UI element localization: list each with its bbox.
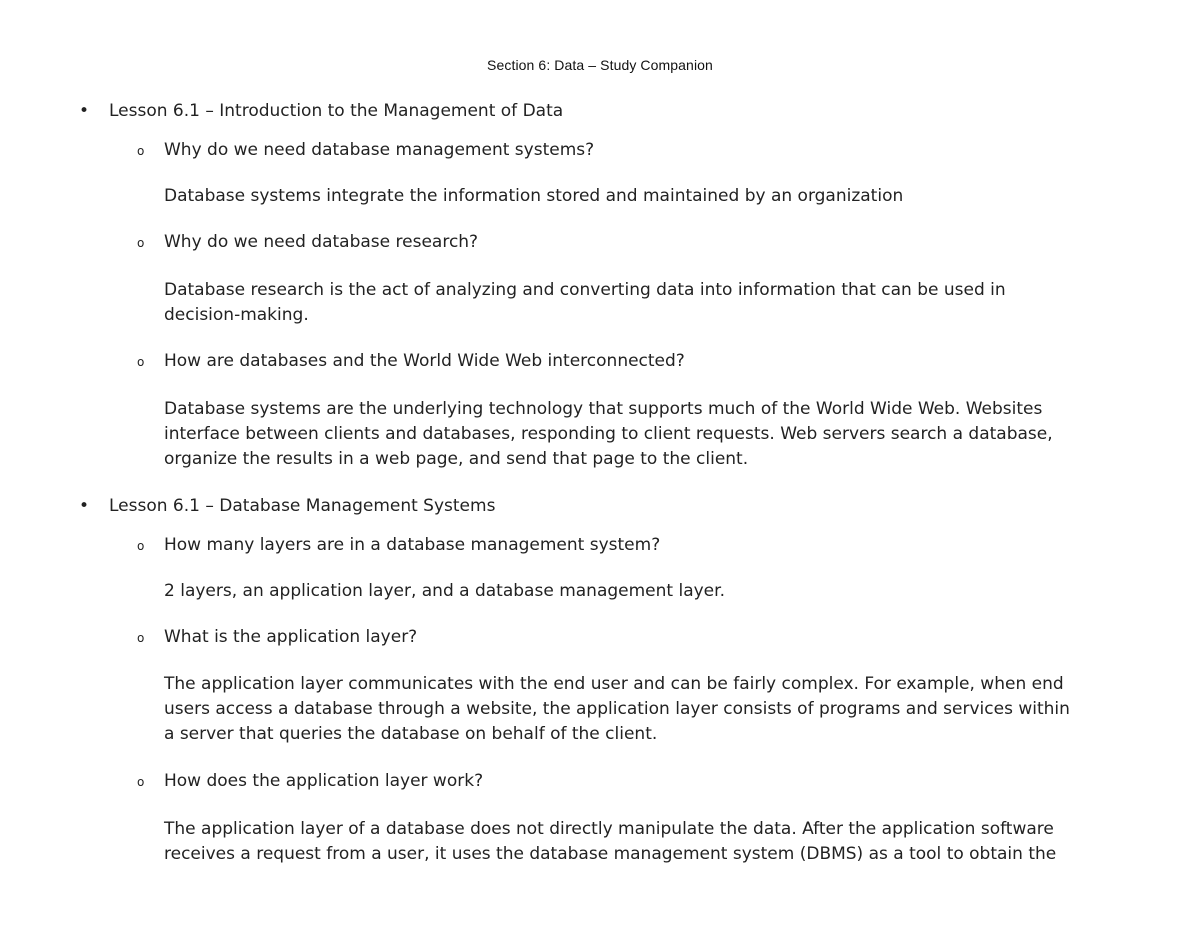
question-item — [137, 769, 483, 795]
question-item — [137, 625, 417, 651]
answer-text — [164, 184, 1154, 209]
question-item — [137, 533, 660, 559]
answer-line: interface between clients and databases, responding to client requests. Web servers search a database, — [164, 424, 1053, 444]
answer-line: Database systems are the underlying technology that supports much of the World Wide Web. Websites — [164, 399, 1043, 419]
answer-text — [164, 397, 1154, 472]
circle-bullet-icon: o — [137, 144, 145, 158]
answer-line: 2 layers, an application layer, and a database management layer. — [164, 581, 725, 601]
answer-line: The application layer of a database does not directly manipulate the data. After the application software — [164, 819, 1054, 839]
answer-line: users access a database through a website, the application layer consists of programs and services within — [164, 699, 1070, 719]
lesson-title: Lesson 6.1 – Database Management Systems — [109, 496, 496, 516]
circle-bullet-icon: o — [137, 236, 145, 250]
question-text: What is the application layer? — [164, 627, 418, 647]
question-item — [137, 349, 685, 375]
question-item — [137, 230, 478, 256]
circle-bullet-icon: o — [137, 631, 145, 645]
lesson-heading — [79, 99, 563, 124]
question-text: Why do we need database research? — [164, 232, 479, 252]
lesson-heading — [79, 494, 495, 519]
question-text: How are databases and the World Wide Web interconnected? — [164, 351, 685, 371]
lesson-title: Lesson 6.1 – Introduction to the Management of Data — [109, 101, 564, 121]
circle-bullet-icon: o — [137, 355, 145, 369]
answer-line: Database research is the act of analyzing and converting data into information that can be used in — [164, 280, 1006, 300]
answer-text — [164, 278, 1154, 328]
answer-line: The application layer communicates with the end user and can be fairly complex. For example, when end — [164, 674, 1064, 694]
answer-line: Database systems integrate the information stored and maintained by an organization — [164, 186, 904, 206]
page-header-title: Section 6: Data – Study Companion — [487, 57, 713, 73]
disc-bullet-icon: • — [79, 101, 90, 121]
question-text: Why do we need database management systems? — [164, 140, 595, 160]
answer-text — [164, 579, 1154, 604]
circle-bullet-icon: o — [137, 775, 145, 789]
circle-bullet-icon: o — [137, 539, 145, 553]
question-text: How does the application layer work? — [164, 771, 484, 791]
answer-text — [164, 672, 1154, 747]
answer-line: organize the results in a web page, and send that page to the client. — [164, 449, 749, 469]
answer-line: decision-making. — [164, 305, 309, 325]
disc-bullet-icon: • — [79, 496, 90, 516]
answer-line: receives a request from a user, it uses the database management system (DBMS) as a tool to obtain the — [164, 844, 1057, 864]
answer-line: a server that queries the database on behalf of the client. — [164, 724, 658, 744]
question-item — [137, 138, 594, 164]
answer-text — [164, 817, 1154, 867]
question-text: How many layers are in a database management system? — [164, 535, 661, 555]
